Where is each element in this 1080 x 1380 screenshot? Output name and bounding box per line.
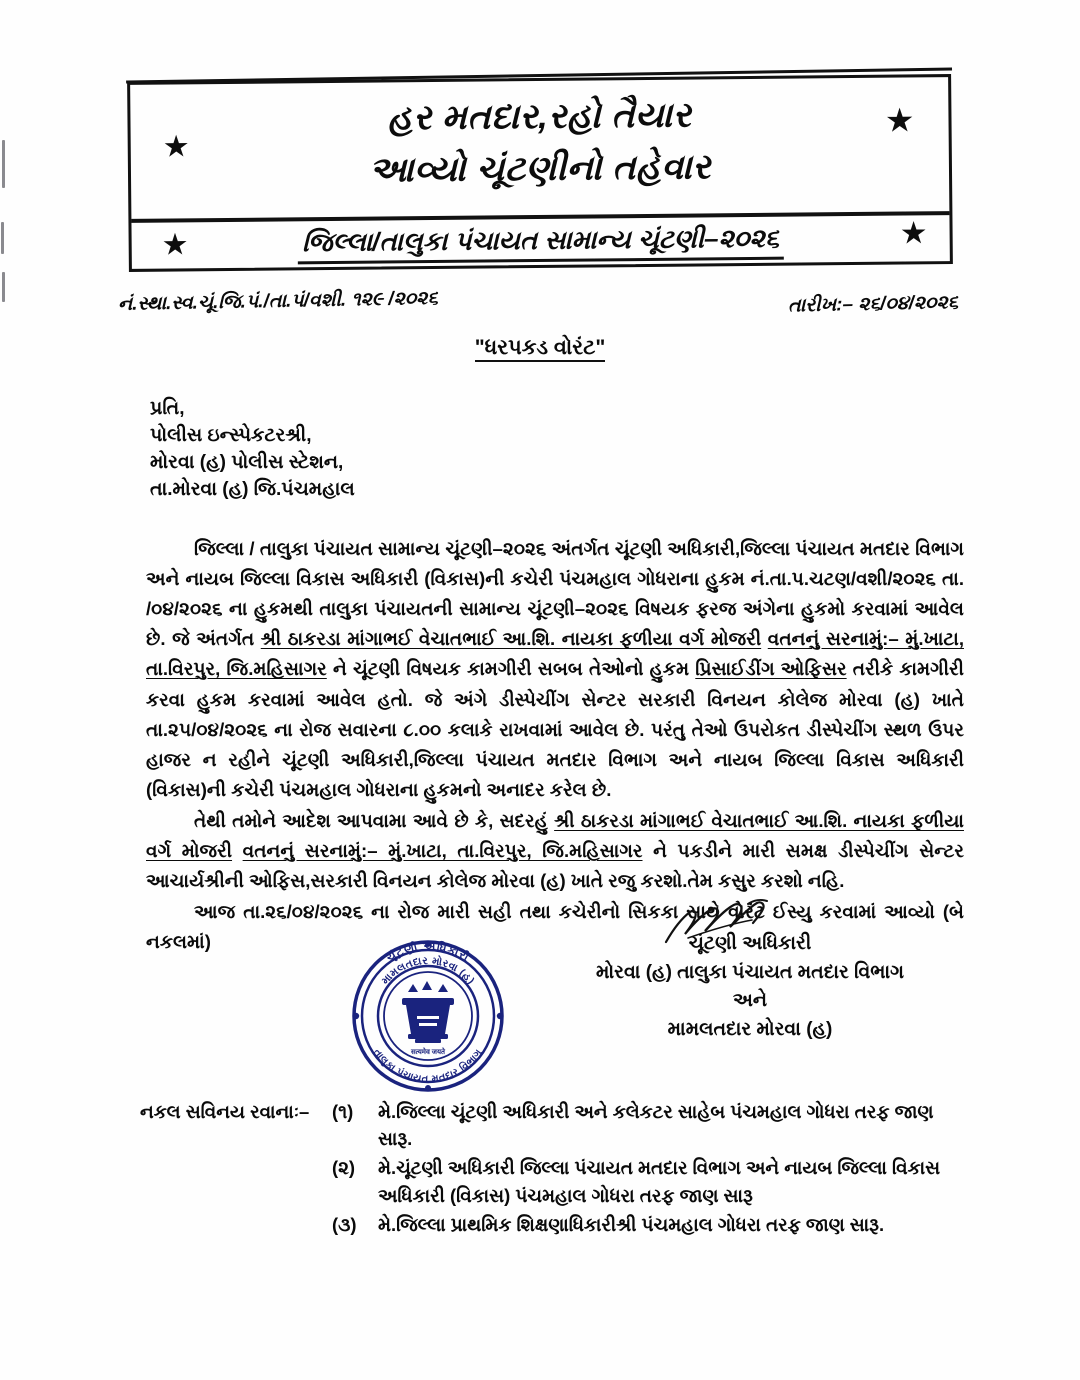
header-border <box>127 74 953 272</box>
copy-item-text: મે.જિલ્લા પ્રાથમિક શિક્ષણાધિકારીશ્રી પંચમહાલ ગોધરા તરફ જાણ સારૂ. <box>378 1213 885 1235</box>
star-icon: ★ <box>899 215 928 251</box>
addressee-line-2: મોરવા (હ) પોલીસ સ્ટેશન, <box>150 451 344 473</box>
addressee-block <box>150 396 355 504</box>
document-title-text: "ધરપકડ વોરંટ" <box>475 336 606 362</box>
header-subtitle: જિલ્લા/તાલુકા પંચાયત સામાન્ય ચૂંટણી–૨૦૨૬ <box>298 223 784 265</box>
signatory-designation-2: મોરવા (હ) તાલુકા પંચાયત મતદાર વિભાગ <box>595 961 905 983</box>
copy-item-number: (૧) <box>332 1101 354 1122</box>
svg-text:ચૂંટણી અધિકારી: ચૂંટણી અધિકારી <box>384 940 472 965</box>
para2-address: વતનનું સરનામું:– મું.ખાટા, તા.વિરપુર, જિ.મહિસાગર <box>242 840 643 862</box>
scan-artifact <box>2 272 5 302</box>
signature-block <box>540 930 960 1044</box>
header-subtitle-area <box>131 215 949 272</box>
svg-text:મામલતદાર મોરવા (હ): મામલતદાર મોરવા (હ) <box>379 954 477 987</box>
para2-segment-a: તેથી તમોને આદેશ આપવામા આવે છે કે, સદરહું <box>194 809 555 831</box>
copy-item-number: (૩) <box>332 1213 357 1235</box>
scan-artifact <box>1 222 4 254</box>
list-item <box>332 1154 970 1208</box>
addressee-line-3: તા.મોરવા (હ) જિ.પંચમહાલ <box>150 478 355 500</box>
body-paragraph-3: આજ તા.૨૬/૦૪/૨૦૨૬ ના રોજ મારી સહી તથા કચેરીનો સિકકા સાથે વોરંટ ઈસ્યુ કરવામાં આવ્યો (બે નકલમાં) <box>146 901 964 953</box>
copy-items-list <box>332 1098 970 1238</box>
slogan-line-1: હર મતદાર,રહો તૈયાર <box>387 95 692 138</box>
para1-role: પ્રિસાઈડીંગ ઓફિસર <box>695 658 847 680</box>
signatory-conjunction: અને <box>732 990 768 1011</box>
para2-segment-b: ને પકડીને મારી સમક્ષ ડીસ્પેચીંગ સેન્ટર આચાર્યશ્રીની ઓફિસ,સરકારી વિનયન કોલેજ મોરવા (હ) ખાતે રજુ કરશો.તેમ કસુર કરશો નહિ. <box>146 840 965 892</box>
star-icon: ★ <box>161 228 189 262</box>
reference-line <box>117 287 959 326</box>
copy-item-text: મે.જિલ્લા ચૂંટણી અધિકારી અને કલેકટર સાહેબ પંચમહાલ ગોધરા તરફ જાણ સારૂ. <box>378 1101 934 1150</box>
para1-segment-b: ને ચૂંટણી વિષયક કામગીરી સબબ તેઓનો હુકમ <box>326 658 696 680</box>
svg-text:તાલુકા પંચાયત મતદાર વિભાગ: તાલુકા પંચાયત મતદાર વિભાગ <box>371 1047 485 1086</box>
list-item <box>332 1211 970 1238</box>
list-item <box>332 1098 970 1152</box>
para1-address: વતનનું સરનામું:– મું.ખાટા, તા.વિરપુર, જિ.મહિસાગર <box>146 628 964 680</box>
svg-text:सत्यमेव जयते: सत्यमेव जयते <box>410 1049 446 1056</box>
para1-segment-c: તરીકે કામગીરી કરવા હુકમ કરવામાં આવેલ હતો. જે અંગે ડીસ્પેચીંગ સેન્ટર સરકારી વિનયન કોલેજ મોરવા (હ) ખાતે તા.૨૫/૦૪/૨૦૨૬ ના રોજ સવારના ૮.૦૦ કલાકે રાખવામાં આવેલ છે. પરંતુ તેઓ ઉપરોકત ડીસ્પેચીંગ સ્થળ ઉપર હાજર ન રહીને ચૂંટણી અધિકારી,જિલ્લા પંચાયત મતદાર વિભાગ અને નાયબ જિલ્લા વિકાસ અધિકારી (વિકાસ)ની કચેરી પંચમહાલ ગોધરાના હુકમનો અનાદર કરેલ છે. <box>146 658 964 800</box>
official-seal-stamp <box>338 930 518 1095</box>
body-paragraph-1 <box>146 534 964 805</box>
para1-segment-a: જિલ્લા / તાલુકા પંચાયત સામાન્ય ચૂંટણી–૨૦૨૬ અંતર્ગત ચૂંટણી અધિકારી,જિલ્લા પંચાયત મતદાર વિભાગ અને નાયબ જિલ્લા વિકાસ અધિકારી (વિકાસ)ની કચેરી પંચમહાલ ગોધરાના હુકમ નં.તા.પ.ચટણ/વશી/૨૦૨૬ તા. /૦૪/૨૦૨૬ ના હુકમથી તાલુકા પંચાયતની સામાન્ય ચૂંટણી–૨૦૨૬ વિષયક ફરજ અંગેના હુકમો કરવામાં આવેલ છે. જે અંતર્ગત <box>146 538 964 650</box>
para2-person-name: શ્રી ઠાકરડા માંગાભઈ વેચાતભાઈ આ.શિ. નાયકા ફળીયા વર્ગ મોજરી <box>146 809 964 862</box>
star-icon: ★ <box>162 130 190 164</box>
signatory-designation-1: ચૂંટણી અધિકારી <box>688 933 812 954</box>
header-slogan-area <box>130 77 949 223</box>
addressee-line-1: પોલીસ ઇન્સ્પેકટરશ્રી, <box>150 424 312 446</box>
slogan-line-2: આવ્યો ચૂંટણીનો તહેવાર <box>368 147 711 190</box>
copy-item-number: (૨) <box>332 1157 356 1179</box>
addressee-salutation: પ્રતિ, <box>150 398 185 419</box>
body-paragraph-2 <box>146 806 964 896</box>
copy-distribution-block <box>140 1098 970 1240</box>
header-banner <box>127 74 953 272</box>
document-title <box>0 336 1080 360</box>
star-icon: ★ <box>884 101 915 139</box>
document-date: તારીખ:– ૨૬/૦૪/૨૦૨૬ <box>787 292 959 317</box>
copy-item-text: મે.ચૂંટણી અધિકારી જિલ્લા પંચાયત મતદાર વિભાગ અને નાયબ જિલ્લા વિકાસ અધિકારી (વિકાસ) પંચમહાલ ગોધરા તરફ જાણ સારૂ <box>378 1157 940 1206</box>
reference-number: નં.સ્થા.સ્વ.ચૂં.જિ.પં./તા.પં/વશી. ૧૨૯ /૨૦૨૬ <box>117 287 439 315</box>
para1-person-name: શ્રી ઠાકરડા માંગાભઈ વેચાતભાઈ આ.શિ. નાયકા ફળીયા વર્ગ મોજરી <box>260 628 762 650</box>
scan-artifact <box>2 140 5 188</box>
copy-heading: નકલ સવિનય રવાનાઃ– <box>140 1101 310 1122</box>
body-content <box>146 534 964 959</box>
signatory-designation-3: મામલતદાર મોરવા (હ) <box>667 1018 833 1040</box>
